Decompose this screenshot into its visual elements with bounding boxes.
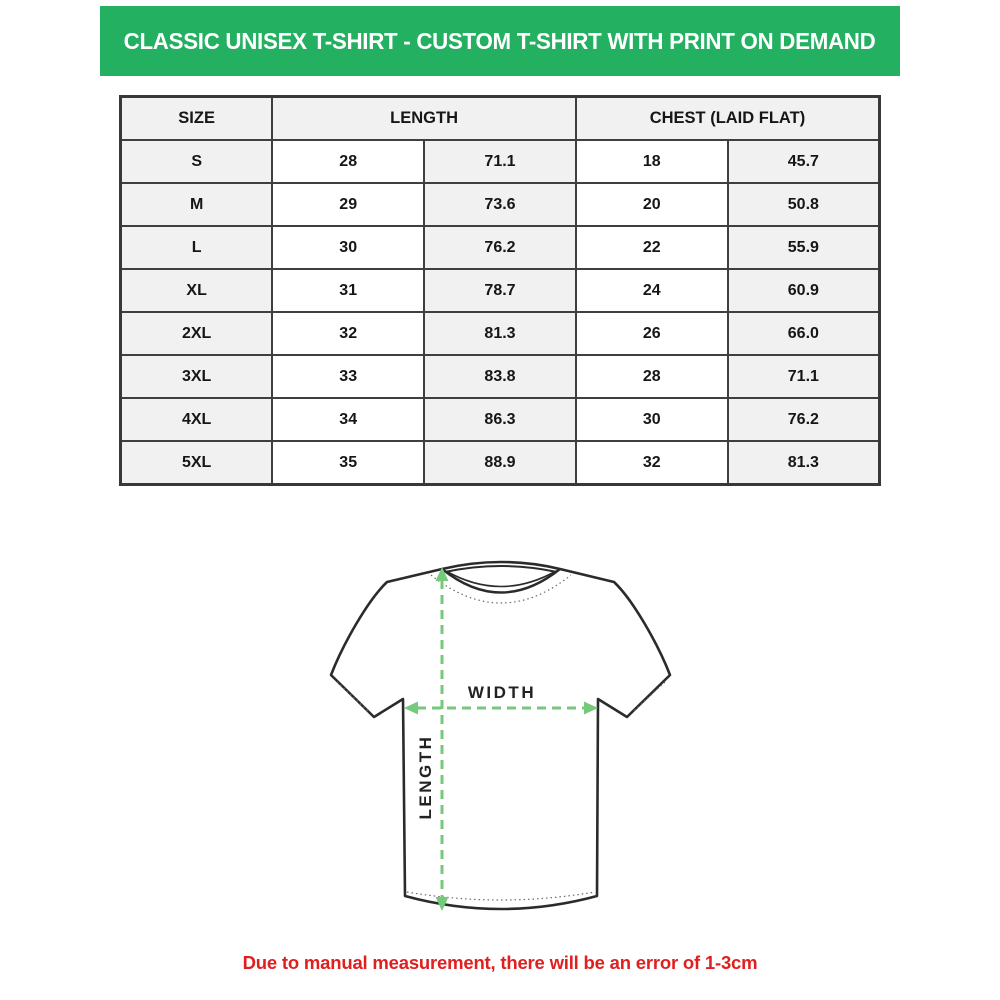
cell-chest-in: 30 xyxy=(576,398,728,441)
cell-size: 5XL xyxy=(121,441,273,485)
cell-size: L xyxy=(121,226,273,269)
width-label: WIDTH xyxy=(467,683,537,702)
column-header-size: SIZE xyxy=(121,97,273,141)
cell-length-in: 35 xyxy=(272,441,424,485)
cell-length-in: 29 xyxy=(272,183,424,226)
table-row xyxy=(121,312,880,355)
cell-chest-in: 32 xyxy=(576,441,728,485)
cell-length-in: 32 xyxy=(272,312,424,355)
size-chart-table xyxy=(119,95,881,486)
measurement-note: Due to manual measurement, there will be an error of 1-3cm xyxy=(242,952,758,973)
table-row xyxy=(121,226,880,269)
cell-length-cm: 76.2 xyxy=(424,226,576,269)
cell-length-cm: 81.3 xyxy=(424,312,576,355)
cell-chest-in: 24 xyxy=(576,269,728,312)
cell-length-in: 31 xyxy=(272,269,424,312)
cell-length-cm: 83.8 xyxy=(424,355,576,398)
table-row xyxy=(121,441,880,485)
cell-chest-cm: 60.9 xyxy=(728,269,880,312)
product-title-banner xyxy=(100,6,900,76)
table-row xyxy=(121,398,880,441)
cell-length-cm: 78.7 xyxy=(424,269,576,312)
cell-chest-cm: 71.1 xyxy=(728,355,880,398)
cell-length-in: 33 xyxy=(272,355,424,398)
column-header-length: LENGTH xyxy=(272,97,576,141)
cell-size: XL xyxy=(121,269,273,312)
cell-size: M xyxy=(121,183,273,226)
table-row xyxy=(121,140,880,183)
tshirt-outline xyxy=(331,562,670,909)
cell-chest-in: 26 xyxy=(576,312,728,355)
table-row xyxy=(121,355,880,398)
cell-size: 3XL xyxy=(121,355,273,398)
cell-size: 2XL xyxy=(121,312,273,355)
cell-chest-cm: 50.8 xyxy=(728,183,880,226)
cell-size: 4XL xyxy=(121,398,273,441)
cell-chest-in: 20 xyxy=(576,183,728,226)
cell-chest-in: 18 xyxy=(576,140,728,183)
cell-length-cm: 71.1 xyxy=(424,140,576,183)
cell-length-cm: 88.9 xyxy=(424,441,576,485)
cell-length-in: 28 xyxy=(272,140,424,183)
cell-chest-cm: 55.9 xyxy=(728,226,880,269)
table-header-row xyxy=(121,97,880,141)
cell-chest-cm: 45.7 xyxy=(728,140,880,183)
table-row xyxy=(121,183,880,226)
product-title: CLASSIC UNISEX T-SHIRT - CUSTOM T-SHIRT WITH PRINT ON DEMAND xyxy=(124,27,876,54)
cell-length-cm: 73.6 xyxy=(424,183,576,226)
cell-chest-cm: 66.0 xyxy=(728,312,880,355)
cell-chest-cm: 76.2 xyxy=(728,398,880,441)
table-row xyxy=(121,269,880,312)
cell-length-in: 34 xyxy=(272,398,424,441)
cell-chest-in: 28 xyxy=(576,355,728,398)
length-label: LENGTH xyxy=(416,734,435,820)
cell-size: S xyxy=(121,140,273,183)
cell-chest-in: 22 xyxy=(576,226,728,269)
cell-length-in: 30 xyxy=(272,226,424,269)
cell-length-cm: 86.3 xyxy=(424,398,576,441)
cell-chest-cm: 81.3 xyxy=(728,441,880,485)
tshirt-diagram xyxy=(310,548,700,938)
column-header-chest: CHEST (LAID FLAT) xyxy=(576,97,880,141)
